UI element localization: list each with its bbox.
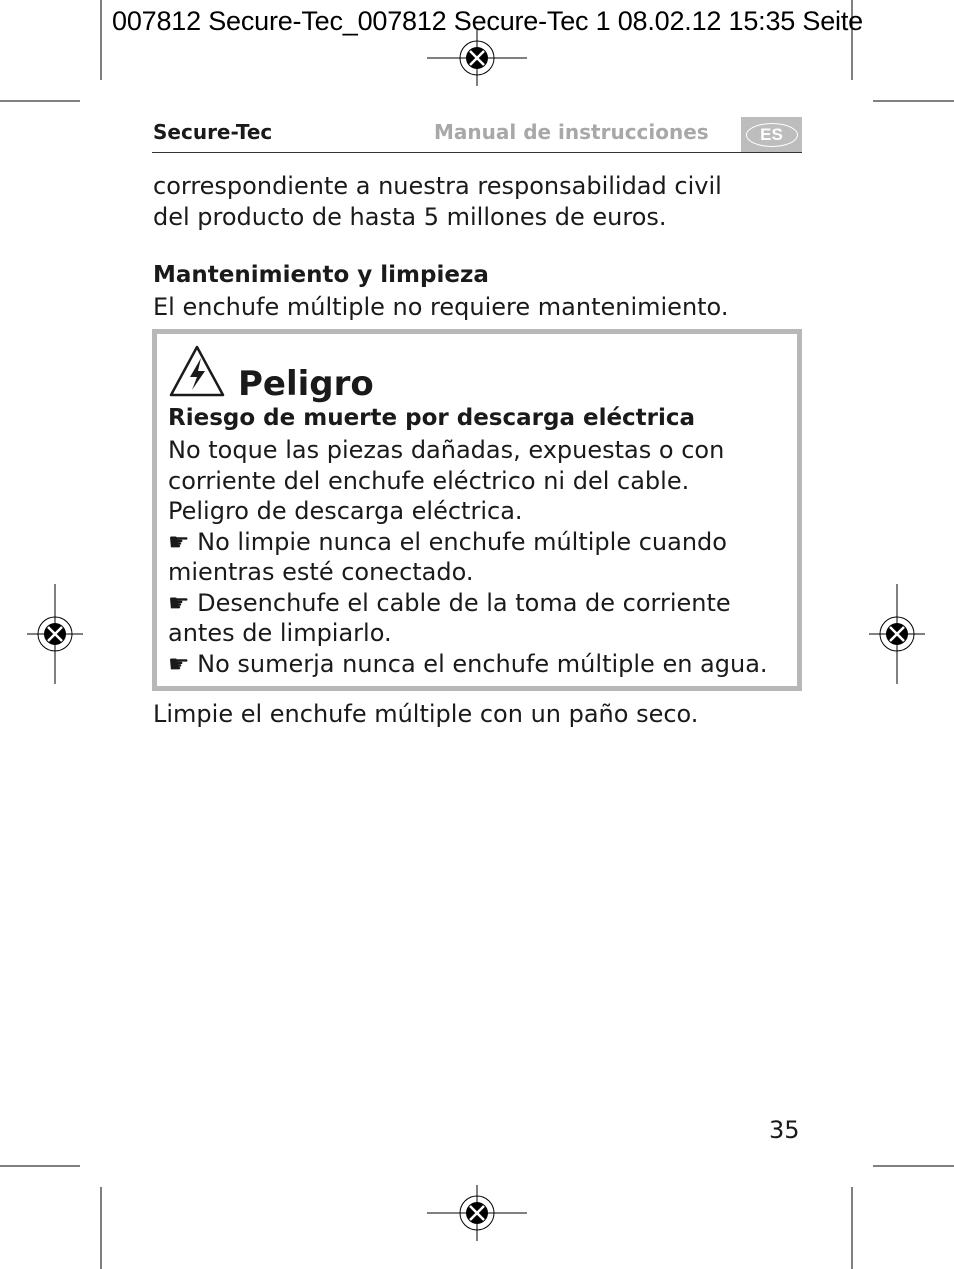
- warning-line: corriente del enchufe eléctrico ni del cable.: [168, 466, 690, 495]
- warning-bullet: ☛ Desenchufe el cable de la toma de corriente: [168, 588, 731, 617]
- intro-line: del producto de hasta 5 millones de euros.: [153, 202, 667, 231]
- warning-line: No toque las piezas dañadas, expuestas o con: [168, 436, 725, 464]
- warning-bullet: ☛ No sumerja nunca el enchufe múltiple en agua.: [168, 649, 768, 678]
- page-number: 35: [769, 1116, 800, 1144]
- intro-line: correspondiente a nuestra responsabilidad civil: [153, 172, 722, 200]
- warning-subtitle: Riesgo de muerte por descarga eléctrica: [168, 405, 696, 431]
- registration-mark-left: [5, 584, 105, 684]
- warning-title: Peligro: [238, 364, 374, 404]
- registration-mark-bottom: [427, 1163, 527, 1263]
- intro-paragraph: [153, 171, 722, 232]
- print-slug: 007812 Secure-Tec_007812 Secure-Tec 1 08.02.12 15:35 Seite: [112, 6, 863, 36]
- header-rule: [152, 152, 802, 153]
- closing-text: Limpie el enchufe múltiple con un paño seco.: [153, 700, 699, 728]
- warning-line: mientras esté conectado.: [168, 558, 474, 586]
- registration-mark-right: [847, 584, 947, 684]
- electric-hazard-icon: [168, 344, 226, 398]
- language-code: ES: [746, 123, 798, 147]
- warning-line: Peligro de descarga eléctrica.: [168, 497, 523, 525]
- header-manual-title: Manual de instrucciones: [434, 120, 709, 144]
- warning-bullet: ☛ No limpie nunca el enchufe múltiple cuando: [168, 527, 727, 556]
- maintenance-heading: Mantenimiento y limpieza: [153, 262, 489, 288]
- warning-body: [168, 435, 768, 679]
- registration-mark-top: [427, 8, 527, 108]
- language-badge: [741, 117, 802, 153]
- warning-line: antes de limpiarlo.: [168, 619, 392, 647]
- maintenance-text: El enchufe múltiple no requiere mantenimiento.: [153, 293, 729, 321]
- header-product: Secure-Tec: [153, 120, 273, 144]
